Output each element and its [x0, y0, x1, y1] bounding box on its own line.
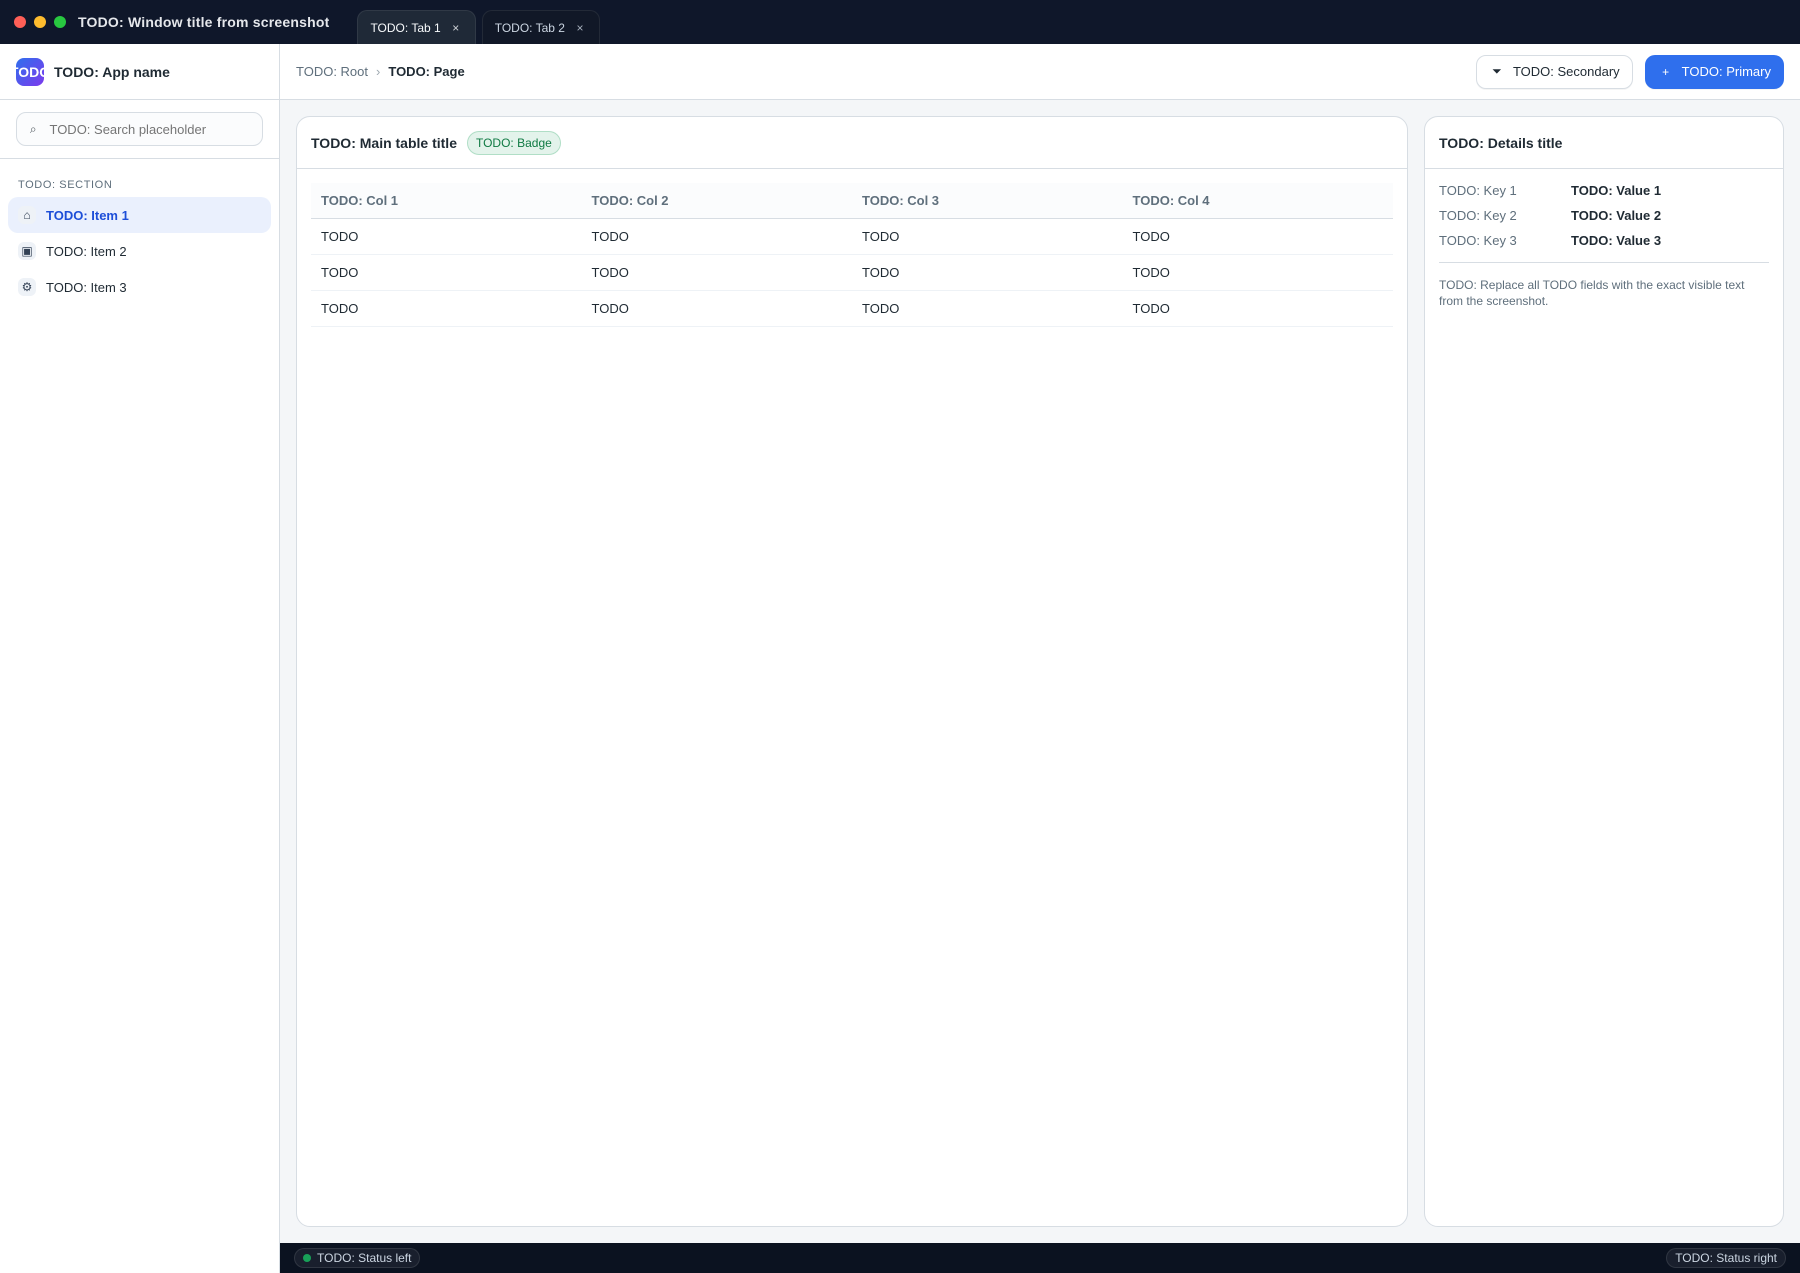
table-cell: TODO [1123, 255, 1394, 291]
details-card-header [1425, 117, 1783, 169]
close-window-button[interactable] [14, 16, 26, 28]
plus-icon: + [1662, 64, 1670, 79]
table-row[interactable] [311, 291, 1393, 327]
brand-name: TODO: App name [54, 63, 170, 80]
secondary-action-button[interactable] [1476, 55, 1633, 89]
search-input[interactable] [47, 121, 252, 138]
breadcrumb-item[interactable]: TODO: Root [296, 64, 369, 79]
details-key: TODO: Key 3 [1439, 233, 1517, 248]
zoom-window-button[interactable] [54, 16, 66, 28]
status-indicator [303, 1254, 311, 1262]
table-row[interactable] [311, 255, 1393, 291]
details-value: TODO: Value 1 [1571, 183, 1662, 198]
table-cell: TODO [311, 291, 582, 327]
app-chrome [0, 44, 1800, 1273]
title-bar [0, 0, 1800, 44]
sidebar-section-title: TODO: SECTION [18, 179, 113, 191]
table-header-1[interactable]: TODO: Col 1 [311, 183, 582, 219]
breadcrumb-separator: › [376, 64, 381, 79]
table-cell: TODO [852, 291, 1123, 327]
secondary-action-label: TODO: Secondary [1512, 64, 1620, 79]
table-cell: TODO [582, 219, 853, 255]
details-value: TODO: Value 3 [1571, 233, 1662, 248]
status-left [294, 1248, 420, 1268]
search-icon: ⌕ [29, 122, 37, 136]
status-right [1666, 1248, 1786, 1268]
content [280, 100, 1800, 1243]
filter-icon: ⏷ [1492, 64, 1502, 78]
sidebar [0, 44, 280, 1273]
main-area [280, 44, 1800, 1273]
sidebar-item-label: TODO: Item 1 [46, 207, 129, 223]
status-right-text: TODO: Status right [1675, 1251, 1777, 1265]
details-card-body [1425, 169, 1783, 1226]
sidebar-item-label: TODO: Item 2 [46, 243, 127, 259]
table-cell: TODO [311, 255, 582, 291]
sidebar-item-1-1[interactable] [8, 197, 271, 233]
placeholder-note: TODO: Replace all TODO fields with the exact visible text from the screenshot. [1439, 278, 1745, 309]
window-controls [14, 16, 66, 28]
table-badge: TODO: Badge [467, 131, 561, 155]
details-kv [1439, 183, 1769, 248]
table-card-header [297, 117, 1407, 169]
sidebar-header [0, 44, 279, 100]
table-header-2[interactable]: TODO: Col 2 [582, 183, 853, 219]
sidebar-item-1-2[interactable] [8, 233, 271, 269]
sidebar-search [0, 100, 279, 159]
table-cell: TODO [311, 219, 582, 255]
table-cell: TODO [852, 219, 1123, 255]
window-title: TODO: Window title from screenshot [78, 14, 330, 30]
table-card [296, 116, 1408, 1227]
table-cell: TODO [1123, 291, 1394, 327]
details-card [1424, 116, 1784, 1227]
tab-label: TODO: Tab 1 [370, 20, 441, 35]
primary-action-label: TODO: Primary [1681, 64, 1771, 79]
primary-action-button[interactable] [1645, 55, 1784, 89]
data-table [311, 183, 1393, 327]
table-body [311, 219, 1393, 327]
table-head [311, 183, 1393, 219]
details-divider [1439, 262, 1769, 263]
table-cell: TODO [582, 255, 853, 291]
sidebar-nav [0, 159, 279, 1273]
minimize-window-button[interactable] [34, 16, 46, 28]
table-header-row [311, 183, 1393, 219]
toolbar [280, 44, 1800, 100]
table-header-3[interactable]: TODO: Col 3 [852, 183, 1123, 219]
status-left-text: TODO: Status left [317, 1251, 412, 1265]
table-cell: TODO [582, 291, 853, 327]
tab-2[interactable] [482, 10, 600, 44]
sidebar-item-1-3[interactable] [8, 269, 271, 305]
breadcrumb-item: TODO: Page [388, 64, 465, 79]
settings-icon: ⚙ [18, 278, 36, 296]
table-header-4[interactable]: TODO: Col 4 [1123, 183, 1394, 219]
breadcrumb [296, 64, 465, 79]
tab-strip [357, 0, 600, 44]
brand-logo [9, 58, 51, 86]
tab-label: TODO: Tab 2 [494, 20, 565, 35]
brand-initials: TODO [9, 63, 51, 80]
home-icon: ⌂ [18, 206, 36, 224]
status-bar [280, 1243, 1800, 1273]
sidebar-item-label: TODO: Item 3 [46, 279, 127, 295]
close-icon[interactable]: × [452, 20, 460, 35]
details-value: TODO: Value 2 [1571, 208, 1662, 223]
table-card-body [297, 169, 1407, 1226]
tab-1[interactable] [357, 10, 475, 44]
close-icon[interactable]: × [576, 20, 584, 35]
folder-icon: ▣ [18, 242, 36, 260]
table-cell: TODO [852, 255, 1123, 291]
table-row[interactable] [311, 219, 1393, 255]
details-card-title: TODO: Details title [1439, 134, 1563, 151]
table-card-title: TODO: Main table title [311, 134, 457, 151]
table-cell: TODO [1123, 219, 1394, 255]
details-key: TODO: Key 2 [1439, 208, 1517, 223]
search-field[interactable] [16, 112, 263, 146]
details-key: TODO: Key 1 [1439, 183, 1517, 198]
